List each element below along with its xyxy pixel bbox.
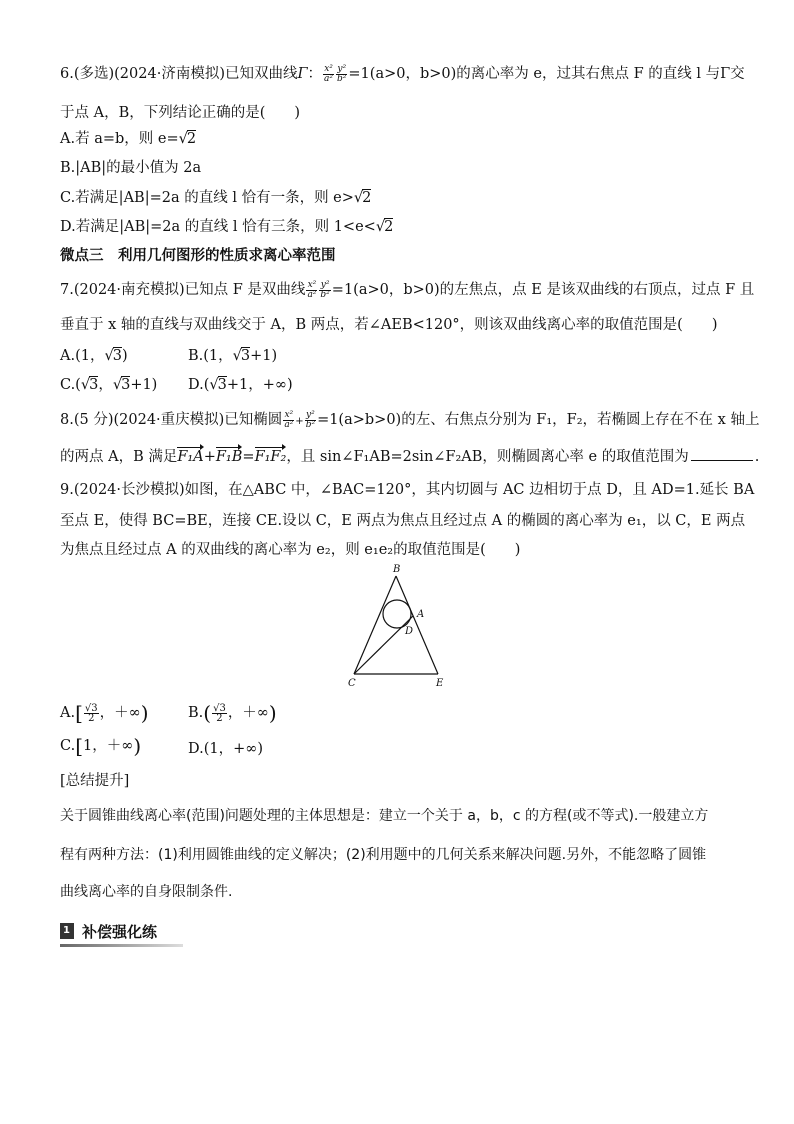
q9-option-b: B.( $\frac{√3}{2}$ ，＋∞) bbox=[188, 701, 277, 725]
q9-option-a: A.[ $\frac{√3}{2}$ ，＋∞) bbox=[60, 701, 149, 725]
q8-line1: 8.(5 分)(2024·重庆模拟)已知椭圆 $\frac{\text{x²}}{\text{a²}}$ + $\frac{\text{y²}}{\text{b²}}$ =1(a>b>0)的左、右焦点分别为 F₁，F₂，若椭圆上存在不在 x 轴上 bbox=[60, 409, 760, 430]
q8-line2: 的两点 A，B 满足F₁A+F₁B=F₁F₂，且 sin∠F₁AB=2sin∠F₂AB，则椭圆离心率 e 的取值范围为 . bbox=[60, 449, 760, 465]
label-b: B bbox=[393, 564, 401, 575]
segment-bc bbox=[354, 576, 396, 674]
vector-f1a: F₁A bbox=[177, 449, 204, 465]
summary-line3: 曲线离心率的自身限制条件. bbox=[60, 884, 233, 900]
section-header bbox=[60, 918, 183, 946]
q9-line1: 9.(2024·长沙模拟)如图，在△ABC 中，∠BAC=120°，其内切圆与 AC 边相切于点 D，且 AD=1.延长 BA bbox=[60, 482, 755, 498]
q7-option-c: C.(√3，√3+1) bbox=[60, 377, 158, 393]
summary-line2: 程有两种方法：(1)利用圆锥曲线的定义解决；(2)利用题中的几何关系来解决问题.另外，不能忽略了圆锥 bbox=[60, 847, 707, 863]
vector-f1f2: F₁F₂ bbox=[254, 449, 287, 465]
q6-option-b: B.|AB|的最小值为 2a bbox=[60, 160, 202, 176]
q6-line2: 于点 A，B，下列结论正确的是( ) bbox=[60, 105, 301, 121]
q9-line2: 至点 E，使得 BC=BE，连接 CE.设以 C，E 两点为焦点且经过点 A 的椭圆的离心率为 e₁，以 C，E 两点 bbox=[60, 513, 746, 529]
summary-heading: [总结提升] bbox=[60, 773, 130, 789]
label-d: D bbox=[405, 626, 414, 637]
label-c: C bbox=[348, 678, 356, 689]
q7-option-b: B.(1，√3+1) bbox=[188, 348, 278, 364]
q7-option-d: D.(√3+1，+∞) bbox=[188, 377, 293, 393]
q6-option-a: A.若 a=b，则 e=√2 bbox=[60, 131, 197, 147]
section-underline bbox=[60, 944, 183, 947]
segment-ca bbox=[354, 616, 413, 674]
q7-line1: 7.(2024·南充模拟)已知点 F 是双曲线 $\frac{\text{x²}}{\text{a²}}$ $\frac{\text{y²}}{\text{b²}}$ =1(a>0，b>0)的左焦点，点 E 是该双曲线的右顶点，过点 F 且 bbox=[60, 279, 755, 300]
answer-blank bbox=[691, 448, 753, 461]
micro-point-heading: 微点三 利用几何图形的性质求离心率范围 bbox=[60, 248, 336, 264]
incircle bbox=[383, 600, 411, 628]
frac-y2-b2: $\frac{\text{y²}}{\text{b²}}$ bbox=[337, 63, 347, 84]
q6-option-c: C.若满足|AB|=2a 的直线 l 恰有一条，则 e>√2 bbox=[60, 190, 372, 206]
q6-option-d: D.若满足|AB|=2a 的直线 l 恰有三条，则 1<e<√2 bbox=[60, 219, 394, 235]
q9-option-d: D.(1，+∞) bbox=[188, 741, 263, 757]
section-number-icon: 1 bbox=[60, 923, 74, 939]
label-a: A bbox=[417, 609, 425, 620]
triangle-figure bbox=[340, 562, 460, 690]
q7-option-a: A.(1，√3) bbox=[60, 348, 128, 364]
segment-be bbox=[396, 576, 438, 674]
q9-option-c: C.[1，＋∞) bbox=[60, 734, 142, 758]
q6-line1: 6.(多选)(2024·济南模拟)已知双曲线Γ： $\frac{\text{x²}}{\text{a²}}$ $\frac{\text{y²}}{\text{b²}}$ =1(a>0，b>0)的离心率为 e，过其右焦点 F 的直线 l 与Γ交 bbox=[60, 63, 745, 84]
section-title: 补偿强化练 bbox=[82, 923, 158, 941]
label-e: E bbox=[436, 678, 444, 689]
q7-line2: 垂直于 x 轴的直线与双曲线交于 A，B 两点，若∠AEB<120°，则该双曲线离心率的取值范围是( ) bbox=[60, 317, 718, 333]
q9-line3: 为焦点且经过点 A 的双曲线的离心率为 e₂，则 e₁e₂的取值范围是( ) bbox=[60, 542, 521, 558]
frac-x2-a2: $\frac{\text{x²}}{\text{a²}}$ bbox=[324, 63, 334, 84]
summary-line1: 关于圆锥曲线离心率(范围)问题处理的主体思想是：建立一个关于 a，b，c 的方程(或不等式).一般建立方 bbox=[60, 808, 709, 824]
vector-f1b: F₁B bbox=[215, 449, 243, 465]
